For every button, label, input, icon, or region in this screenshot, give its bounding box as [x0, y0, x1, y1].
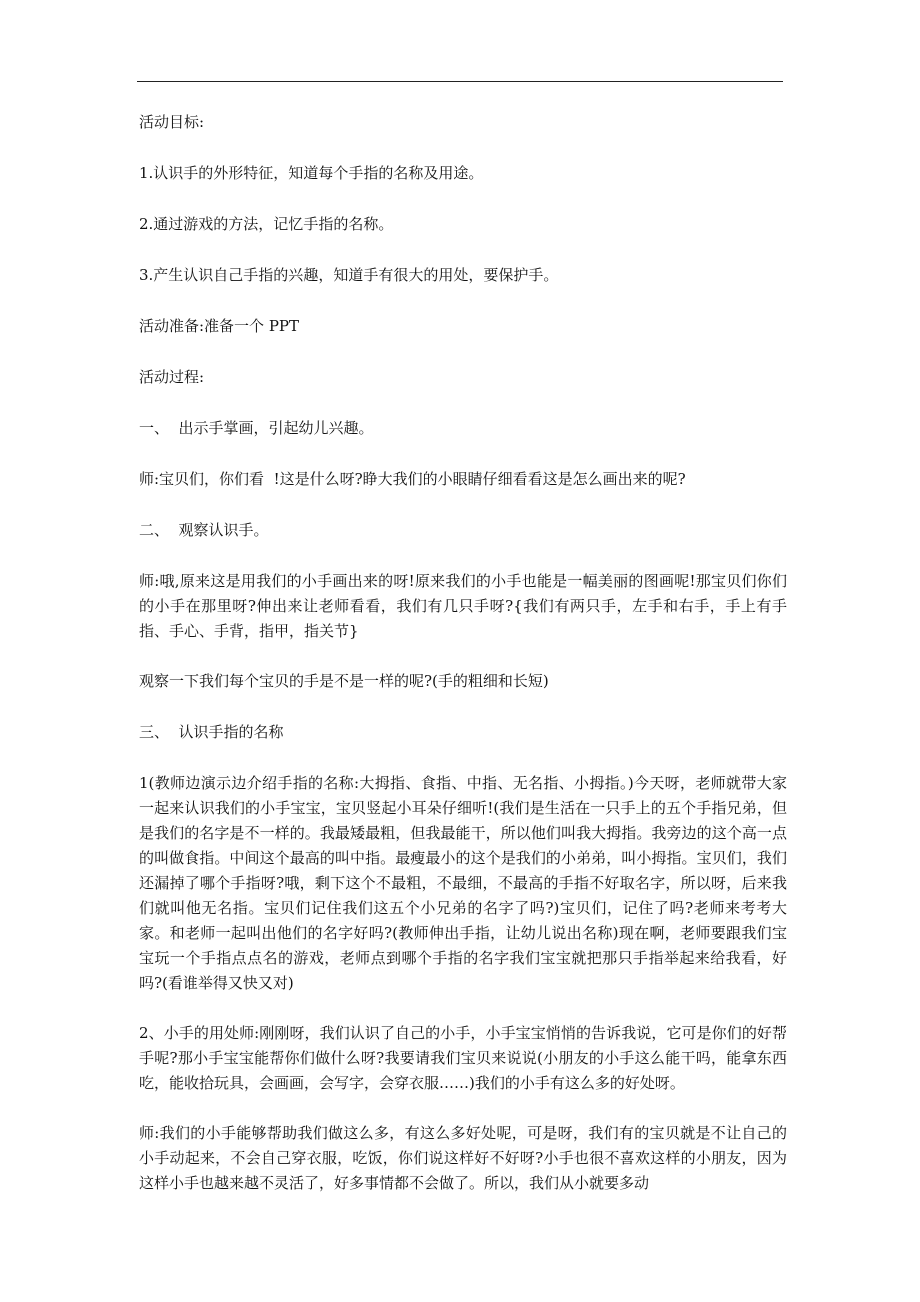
header-rule	[137, 81, 783, 82]
goal-item-1: 1.认识手的外形特征，知道每个手指的名称及用途。	[139, 164, 484, 182]
step-heading-3: 三、 认识手指的名称	[139, 723, 284, 741]
section-title-preparation: 活动准备:准备一个 PPT	[139, 317, 300, 335]
step-3-paragraph-2: 2、小手的用处师:刚刚呀，我们认识了自己的小手，小手宝宝悄悄的告诉我说，它可是你们的好帮手呢?那小手宝宝能帮你们做什么呀?我要请我们宝贝来说说(小朋友的小手这么能干吗，能拿东西吃，能收拾玩具，会画画，会写字，会穿衣服……)我们的小手有这么多的好处呀。	[139, 1024, 787, 1092]
step-heading-1: 一、 出示手掌画，引起幼儿兴趣。	[139, 419, 374, 437]
step-2-observation: 观察一下我们每个宝贝的手是不是一样的呢?(手的粗细和长短)	[139, 672, 549, 690]
step-2-paragraph: 师:哦,原来这是用我们的小手画出来的呀!原来我们的小手也能是一幅美丽的图画呢!那宝贝们你们的小手在那里呀?伸出来让老师看看，我们有几只手呀?{我们有两只手，左手和右手，手上有手指、手心、手背，指甲，指关节}	[139, 572, 787, 640]
section-title-process: 活动过程:	[139, 368, 205, 386]
step-3-paragraph-3: 师:我们的小手能够帮助我们做这么多，有这么多好处呢，可是呀，我们有的宝贝就是不让自己的小手动起来，不会自己穿衣服，吃饭，你们说这样好不好呀?小手也很不喜欢这样的小朋友，因为这样小手也越来越不灵活了，好多事情都不会做了。所以，我们从小就要多动	[139, 1124, 787, 1192]
goal-item-2: 2.通过游戏的方法，记忆手指的名称。	[139, 215, 394, 233]
step-3-paragraph-1: 1(教师边演示边介绍手指的名称:大拇指、食指、中指、无名指、小拇指。)今天呀，老师就带大家一起来认识我们的小手宝宝，宝贝竖起小耳朵仔细听!(我们是生活在一只手上的五个手指兄弟，但是我们的名字是不一样的。我最矮最粗，但我最能干，所以他们叫我大拇指。我旁边的这个高一点的叫做食指。中间这个最高的叫中指。最瘦最小的这个是我们的小弟弟，叫小拇指。宝贝们，我们还漏掉了哪个手指呀?哦，剩下这个不最粗，不最细，不最高的手指不好取名字，所以呀，后来我们就叫他无名指。宝贝们记住我们这五个小兄弟的名字了吗?)宝贝们，记住了吗?老师来考考大家。和老师一起叫出他们的名字好吗?(教师伸出手指，让幼儿说出名称)现在啊，老师要跟我们宝宝玩一个手指点点名的游戏，老师点到哪个手指的名字我们宝宝就把那只手指举起来给我看，好吗?(看谁举得又快又对)	[139, 774, 787, 992]
section-title-goals: 活动目标:	[139, 113, 205, 131]
step-1-paragraph: 师:宝贝们，你们看 !这是什么呀?睁大我们的小眼睛仔细看看这是怎么画出来的呢?	[139, 470, 686, 488]
step-heading-2: 二、 观察认识手。	[139, 521, 269, 539]
goal-item-3: 3.产生认识自己手指的兴趣，知道手有很大的用处，要保护手。	[139, 266, 559, 284]
document-body	[139, 110, 787, 1196]
